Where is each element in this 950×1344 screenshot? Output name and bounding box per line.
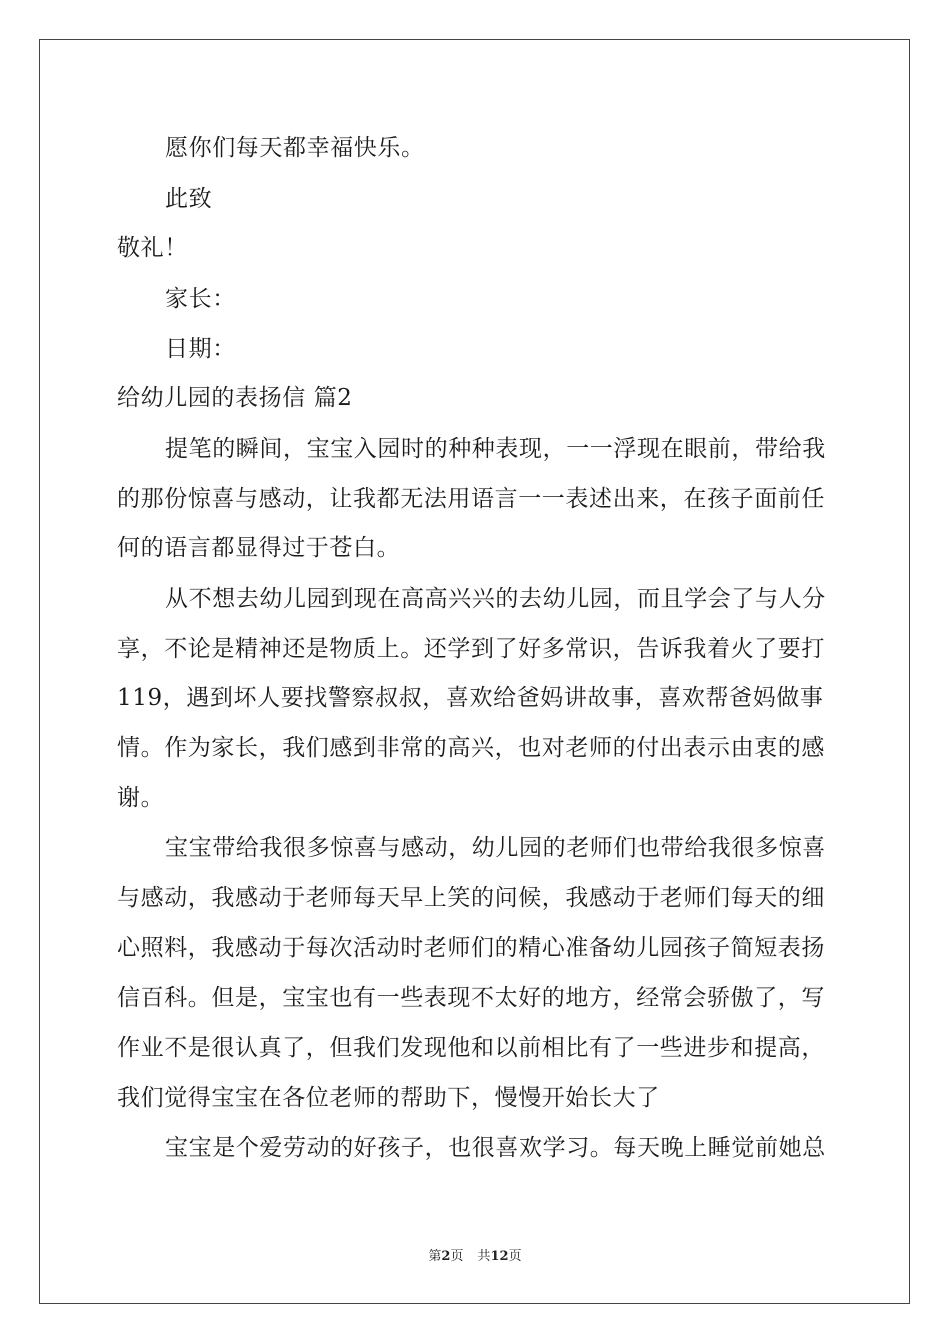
paragraph-2-line-5: 谢。 (117, 785, 165, 811)
footer-page-number: 2 (441, 1249, 451, 1264)
paragraph-4-line-1: 宝宝是个爱劳动的好孩子，也很喜欢学习。每天晚上睡觉前她总 (165, 1135, 826, 1161)
paragraph-1-line-3: 何的语言都显得过于苍白。 (117, 535, 401, 561)
paragraph-1-line-2: 的那份惊喜与感动，让我都无法用语言一一表述出来，在孩子面前任 (117, 486, 825, 512)
signature-date-line: 日期： (165, 336, 236, 362)
footer-total-prefix: 共 (477, 1249, 491, 1264)
salutation-respect-line: 敬礼！ (117, 235, 188, 261)
paragraph-3-line-4: 信百科。但是，宝宝也有一些表现不太好的地方，经常会骄傲了，写 (117, 985, 825, 1011)
paragraph-3-line-5: 作业不是很认真了，但我们发现他和以前相比有了一些进步和提高， (117, 1035, 825, 1061)
closing-wish-line: 愿你们每天都幸福快乐。 (165, 135, 425, 161)
page-border (39, 39, 910, 1304)
paragraph-2-line-3: 119，遇到坏人要找警察叔叔，喜欢给爸妈讲故事，喜欢帮爸妈做事 (117, 685, 824, 711)
section-heading: 给幼儿园的表扬信 篇2 (117, 385, 353, 411)
paragraph-2-line-1: 从不想去幼儿园到现在高高兴兴的去幼儿园，而且学会了与人分 (165, 586, 826, 612)
page-footer (0, 1248, 950, 1266)
footer-total-suffix: 页 (508, 1249, 522, 1264)
paragraph-2-line-2: 享，不论是精神还是物质上。还学到了好多常识，告诉我着火了要打 (117, 636, 825, 662)
footer-page-prefix: 第 (428, 1249, 442, 1264)
paragraph-3-line-3: 心照料，我感动于每次活动时老师们的精心准备幼儿园孩子简短表扬 (117, 935, 825, 961)
paragraph-1-line-1: 提笔的瞬间，宝宝入园时的种种表现，一一浮现在眼前，带给我 (165, 436, 826, 462)
paragraph-3-line-2: 与感动，我感动于老师每天早上笑的问候，我感动于老师们每天的细 (117, 885, 825, 911)
paragraph-3-line-1: 宝宝带给我很多惊喜与感动，幼儿园的老师们也带给我很多惊喜 (165, 835, 826, 861)
signature-parent-line: 家长： (165, 286, 236, 312)
paragraph-2-line-4: 情。作为家长，我们感到非常的高兴，也对老师的付出表示由衷的感 (117, 735, 825, 761)
paragraph-3-line-6: 我们觉得宝宝在各位老师的帮助下，慢慢开始长大了 (117, 1085, 660, 1111)
salutation-line: 此致 (165, 186, 213, 212)
footer-total-pages: 12 (490, 1249, 509, 1264)
footer-page-suffix: 页 (450, 1249, 464, 1264)
